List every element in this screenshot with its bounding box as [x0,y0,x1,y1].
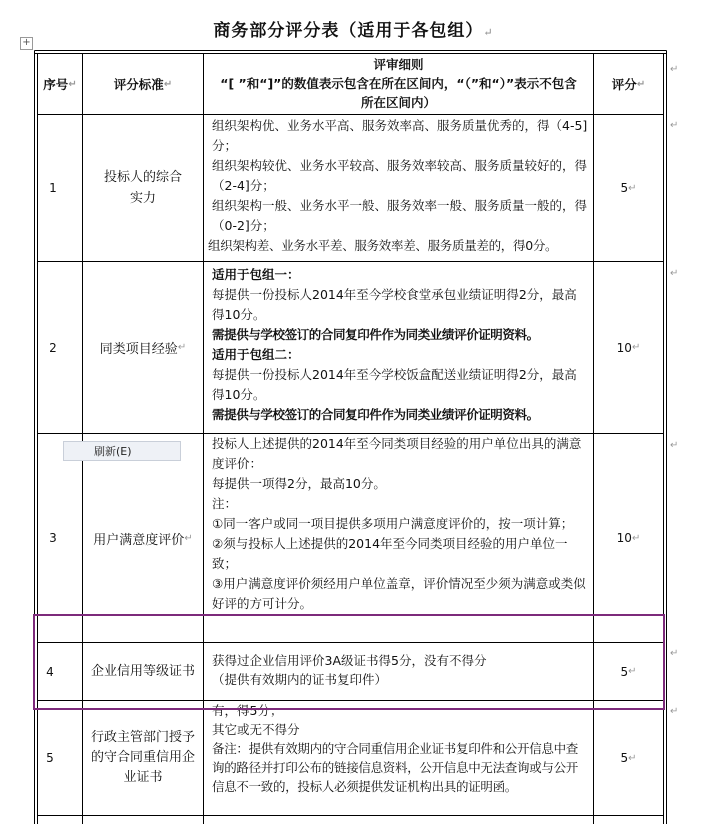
row-2-line-2: 每提供一份投标人2014年至今学校食堂承包业绩证明得2分，最高得10分。 [212,287,577,322]
row-1-score: 5 ↵ [620,181,637,195]
context-menu-refresh[interactable] [63,441,181,461]
row-2-line-4: 适用于包组二： [212,347,300,362]
row-5-standard: 行政主管部门授予的守合同重信用企业证书 [91,730,196,785]
row-2-line-3: 需提供与学校签订的合同复印件作为同类业绩评价证明资料。 [212,327,539,342]
row-2-detail [204,262,593,433]
header-score: 评分 ↵ [611,77,646,92]
row-3-line-6: ③用户满意度评价须经用户单位盖章，评价情况至少须为满意或类似好评的方可计分。 [212,576,586,611]
row-1-line-4: 组织架构差、业务水平差、服务效率差、服务质量差的，得0分。 [208,238,558,253]
row-3-line-1: 投标人上述提供的2014年至今同类项目经验的用户单位出具的满意度评价： [212,436,582,471]
row-2-line-6: 需提供与学校签订的合同复印件作为同类业绩评价证明资料。 [212,407,539,422]
row-4-line-1: 获得过企业信用评价3A级证书得5分，没有不得分 [212,653,487,668]
row-3-line-3: 注： [212,496,238,511]
header-detail-note: “[ ”和“]”的数值表示包含在所在区间内，“（”和“）”表示不包含所在区间内） [220,76,577,110]
row-5-detail [204,701,593,815]
header-detail-title: 评审细则 [373,57,424,72]
row-2-score: 10 ↵ [616,340,641,355]
row-3-detail [204,434,593,642]
row-end-mark-icon: ↵ [670,706,679,717]
row-1-line-3: 组织架构一般、业务水平一般、服务效率一般、服务质量一般的，得（0-2]分； [212,198,588,233]
row-2-no: 2 [49,340,57,355]
row-3-no: 3 [49,531,57,545]
row-end-mark-icon: ↵ [670,268,679,279]
row-end-mark-icon: ↵ [670,440,679,451]
header-no: 序号 ↵ [43,77,77,92]
row-4-standard: 企业信用等级证书 [91,663,196,679]
row-5-line-3: 备注：提供有效期内的守合同重信用企业证书复印件和公开信息中查询的路径并打印公布的链接信息资料，公开信息中无法查询或与公开信息不一致的，投标人必须提供发证机构出具的证明函。 [212,741,579,794]
row-2-line-1: 适用于包组一： [212,267,300,282]
table-move-handle-icon[interactable]: + [20,37,33,50]
row-5-line-1: 有，得5分； [212,703,283,718]
selection-highlight-box [33,614,665,710]
row-4-score: 5 ↵ [620,664,637,679]
row-end-mark-icon: ↵ [670,64,679,75]
row-end-mark-icon: ↵ [670,648,679,659]
row-4-line-2: （提供有效期内的证书复印件） [212,672,388,687]
row-5-line-2: 其它或无不得分 [212,722,300,737]
row-1-no: 1 [49,181,57,195]
header-standard: 评分标准 ↵ [113,77,173,92]
row-5-score: 5 ↵ [620,751,637,765]
row-3-line-5: ②须与投标人上述提供的2014年至今同类项目经验的用户单位一致； [212,536,568,571]
row-3-line-2: 每提供一项得2分，最高10分。 [212,476,386,491]
row-4-no: 4 [46,664,54,679]
row-5-no: 5 [46,751,54,765]
header-detail [204,54,593,115]
row-2-line-5: 每提供一份投标人2014年至今学校饭盒配送业绩证明得2分，最高得10分。 [212,367,577,402]
row-1-standard: 投标人的综合实力 [103,170,182,206]
row-1-line-1: 组织架构优、业务水平高、服务效率高、服务质量优秀的，得（4-5]分； [212,118,588,153]
page-title: 商务部分评分表（适用于各包组）↵ [213,21,494,41]
row-3-standard: 用户满意度评价 ↵ [93,532,193,548]
row-2-standard: 同类项目经验 ↵ [99,342,187,357]
row-1-line-2: 组织架构较优、业务水平较高、服务效率较高、服务质量较好的，得（2-4]分； [212,158,588,193]
row-1-detail [204,115,593,261]
row-3-line-4: ①同一客户或同一项目提供多项用户满意度评价的，按一项计算； [212,516,574,531]
row-3-score: 10 ↵ [616,531,641,545]
row-end-mark-icon: ↵ [670,120,679,131]
context-menu-refresh-label: 刷新(E) [94,445,132,458]
